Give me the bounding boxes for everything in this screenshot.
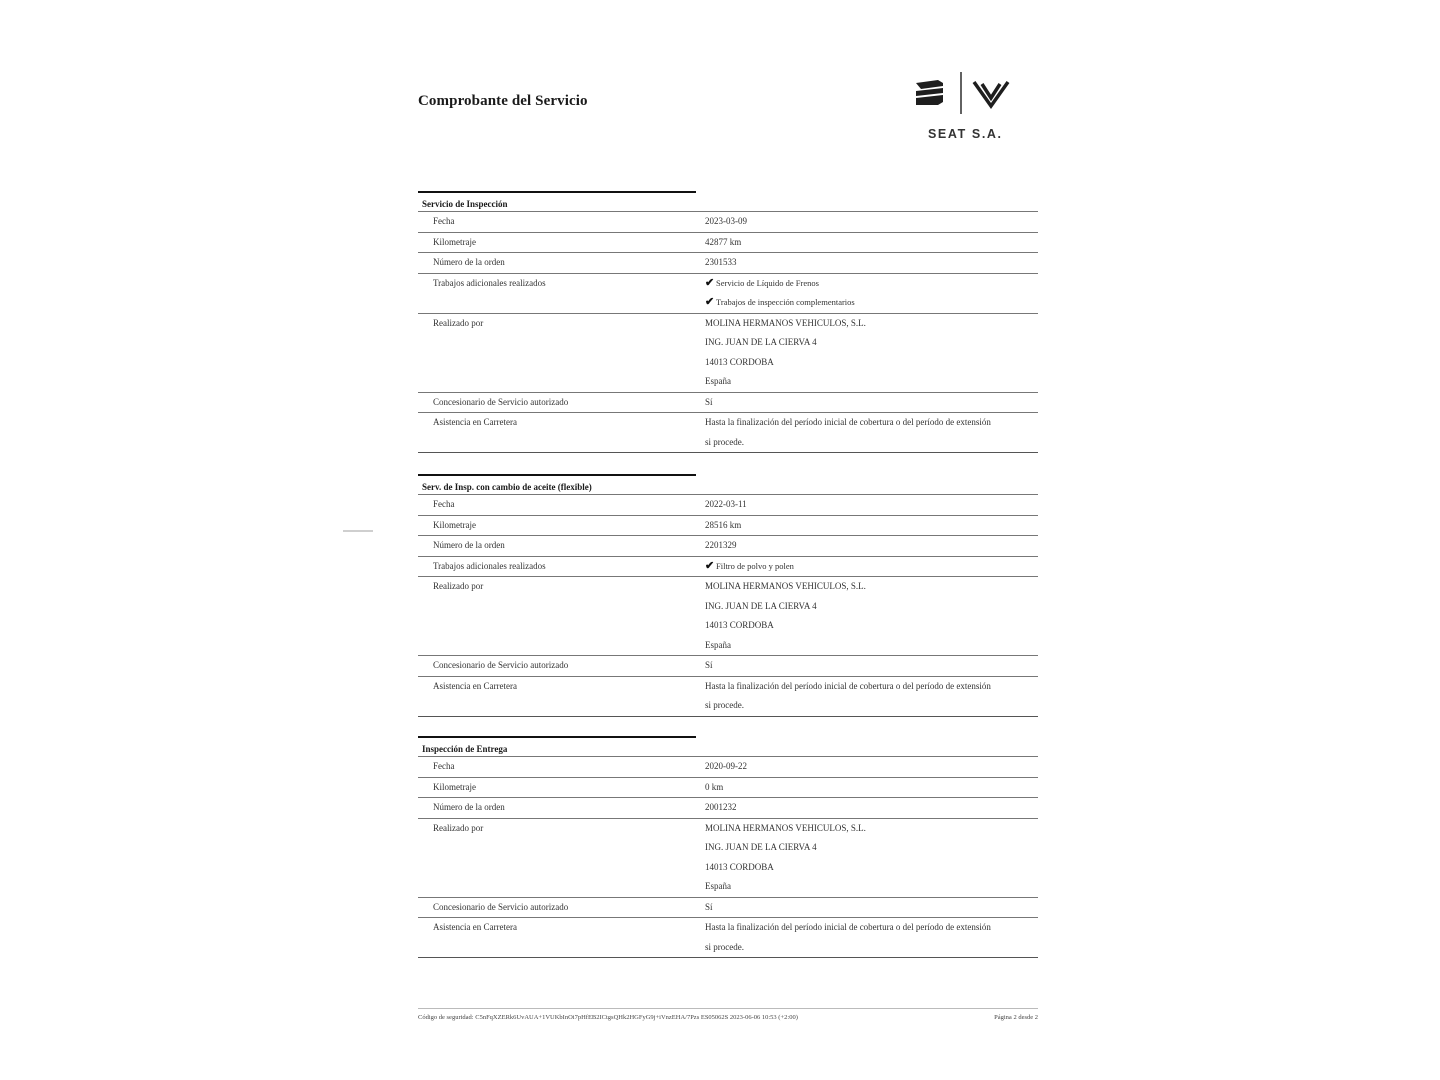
field-value-line: si procede. — [705, 700, 744, 710]
field-value — [705, 898, 1038, 918]
field-label: Asistencia en Carretera — [433, 417, 517, 427]
field-row — [418, 655, 1038, 676]
security-code: Código de seguridad: C5nFqXZERk6UvAUA+1VUKbInOi7pHfEB2ICtgsQHk2HGFyG9j+iVnzEHA/7Pzs ES05062S 2023-06-06 10:53 (+2:00) — [418, 1014, 798, 1021]
section-heading: Servicio de Inspección — [418, 191, 696, 211]
field-row — [418, 777, 1038, 798]
field-value-line: Hasta la finalización del período inicial de cobertura o del período de extensión — [705, 417, 991, 427]
seat-emblem-icon — [916, 80, 943, 105]
field-value-line: Sí — [705, 396, 713, 407]
field-value — [705, 557, 1038, 577]
field-label: Kilometraje — [433, 236, 476, 247]
field-value — [705, 495, 1038, 515]
field-label: Asistencia en Carretera — [433, 680, 517, 691]
field-value — [705, 314, 1038, 392]
field-value-line: 28516 km — [705, 519, 742, 530]
field-value-line: España — [705, 376, 731, 386]
field-value-line: 2020-09-22 — [705, 761, 747, 771]
field-value-line: ING. JUAN DE LA CIERVA 4 — [705, 842, 817, 852]
field-value-line: España — [705, 881, 731, 891]
field-label: Realizado por — [433, 822, 484, 833]
field-value-line: ING. JUAN DE LA CIERVA 4 — [705, 337, 817, 347]
document-title: Comprobante del Servicio — [418, 93, 588, 109]
field-value — [705, 233, 1038, 253]
field-row — [418, 412, 1038, 452]
field-value-line: ING. JUAN DE LA CIERVA 4 — [705, 600, 817, 611]
field-value-line: 42877 km — [705, 236, 742, 247]
checked-item — [705, 293, 1038, 313]
field-row — [418, 392, 1038, 413]
field-label: Fecha — [433, 499, 455, 509]
field-row — [418, 515, 1038, 536]
checkmark-icon: ✔ — [705, 276, 715, 289]
field-label: Concesionario de Servicio autorizado — [433, 396, 569, 407]
field-value-line: si procede. — [705, 436, 744, 447]
section-divider — [418, 957, 1038, 958]
field-value-line: MOLINA HERMANOS VEHICULOS, S.L. — [705, 317, 866, 328]
checked-item-label: Filtro de polvo y polen — [716, 560, 794, 571]
field-value — [705, 393, 1038, 413]
field-value — [705, 413, 1038, 452]
field-row — [418, 211, 1038, 232]
page-number: Página 2 desde 2 — [994, 1014, 1038, 1021]
field-value-line: 0 km — [705, 781, 724, 792]
service-section — [418, 736, 1038, 958]
checkmark-icon: ✔ — [705, 559, 715, 572]
field-row — [418, 313, 1038, 392]
service-section — [418, 474, 1038, 717]
field-row — [418, 797, 1038, 818]
field-label: Trabajos adicionales realizados — [433, 560, 546, 571]
field-row — [418, 818, 1038, 897]
scan-artifact — [343, 530, 373, 532]
field-row — [418, 494, 1038, 515]
section-heading: Serv. de Insp. con cambio de aceite (flexible) — [418, 474, 696, 494]
field-row — [418, 556, 1038, 577]
field-value — [705, 778, 1038, 798]
field-label: Kilometraje — [433, 519, 476, 530]
field-value-line: 14013 CORDOBA — [705, 620, 774, 630]
field-value — [705, 536, 1038, 556]
checkmark-icon: ✔ — [705, 296, 715, 308]
section-heading: Inspección de Entrega — [418, 736, 696, 756]
field-value — [705, 516, 1038, 536]
section-divider — [418, 452, 1038, 453]
field-label: Concesionario de Servicio autorizado — [433, 901, 569, 912]
field-value-line: 14013 CORDOBA — [705, 861, 774, 872]
field-value-line: Sí — [705, 660, 713, 670]
field-row — [418, 252, 1038, 273]
field-value-line: Hasta la finalización del período inicial de cobertura o del período de extensión — [705, 922, 991, 932]
field-label: Trabajos adicionales realizados — [433, 277, 546, 288]
field-value-line: 14013 CORDOBA — [705, 356, 774, 367]
field-value-line: 2301533 — [705, 257, 737, 267]
field-label: Número de la orden — [433, 802, 505, 812]
field-label: Fecha — [433, 216, 455, 226]
field-row — [418, 917, 1038, 957]
field-row — [418, 897, 1038, 918]
field-row — [418, 273, 1038, 313]
field-row — [418, 232, 1038, 253]
checked-item — [705, 557, 1038, 577]
field-label: Realizado por — [433, 317, 484, 328]
brand-name: SEAT S.A. — [928, 127, 1003, 141]
field-value-line: MOLINA HERMANOS VEHICULOS, S.L. — [705, 822, 866, 833]
field-label: Concesionario de Servicio autorizado — [433, 660, 569, 670]
section-divider — [418, 716, 1038, 717]
checked-item-label: Trabajos de inspección complementarios — [716, 297, 855, 307]
checked-item-label: Servicio de Líquido de Frenos — [716, 277, 819, 288]
field-value — [705, 798, 1038, 818]
field-value-line: 2201329 — [705, 540, 737, 550]
service-section — [418, 191, 1038, 453]
field-row — [418, 676, 1038, 716]
field-value — [705, 918, 1038, 957]
field-value — [705, 577, 1038, 655]
field-value — [705, 274, 1038, 313]
field-value — [705, 757, 1038, 777]
field-value-line: 2023-03-09 — [705, 216, 747, 226]
cupra-emblem-icon — [974, 82, 1008, 106]
field-label: Kilometraje — [433, 781, 476, 792]
field-value-line: MOLINA HERMANOS VEHICULOS, S.L. — [705, 581, 866, 591]
field-value-line: Sí — [705, 901, 713, 912]
field-label: Número de la orden — [433, 540, 505, 550]
field-value — [705, 656, 1038, 676]
field-value — [705, 819, 1038, 897]
field-label: Asistencia en Carretera — [433, 922, 517, 932]
field-row — [418, 535, 1038, 556]
field-value — [705, 677, 1038, 716]
field-label: Número de la orden — [433, 257, 505, 267]
field-value — [705, 212, 1038, 232]
field-value — [705, 253, 1038, 273]
field-value-line: España — [705, 639, 731, 650]
field-row — [418, 576, 1038, 655]
field-value-line: Hasta la finalización del período inicial de cobertura o del período de extensión — [705, 680, 991, 691]
checked-item — [705, 274, 1038, 294]
field-label: Fecha — [433, 761, 455, 771]
field-value-line: si procede. — [705, 941, 744, 952]
field-row — [418, 756, 1038, 777]
field-value-line: 2001232 — [705, 802, 737, 812]
field-value-line: 2022-03-11 — [705, 499, 747, 509]
field-label: Realizado por — [433, 581, 484, 591]
page-footer — [418, 1008, 1038, 1021]
